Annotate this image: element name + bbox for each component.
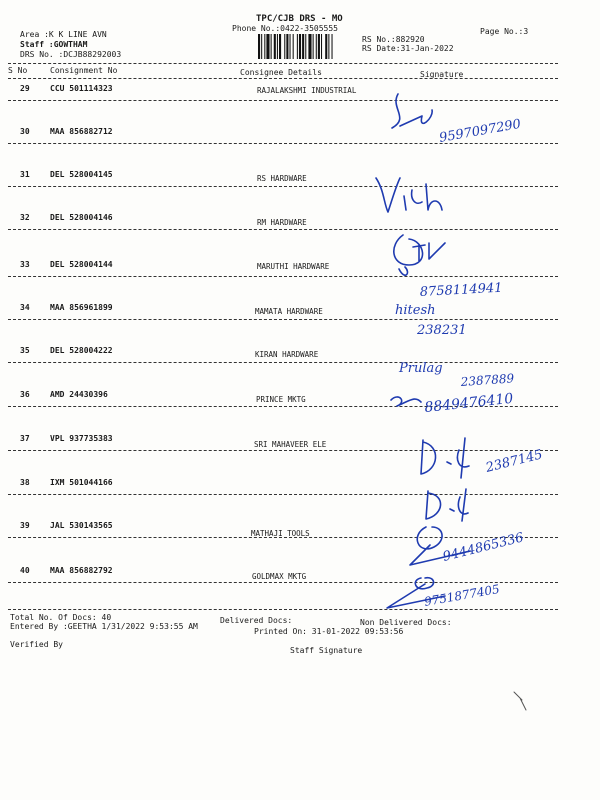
row-consignment-number: DEL 528004146 bbox=[50, 213, 113, 222]
signature-30-phone: 9597097290 bbox=[438, 116, 523, 146]
row-serial-number: 34 bbox=[20, 303, 30, 312]
row-serial-number: 30 bbox=[20, 127, 30, 136]
signature-31 bbox=[370, 170, 460, 220]
row-consignment-number: IXM 501044166 bbox=[50, 478, 113, 487]
staff-label: Staff :GOWTHAM bbox=[20, 40, 88, 49]
row-consignment-number: MAA 856882792 bbox=[50, 566, 113, 575]
column-divider bbox=[8, 78, 558, 79]
signature-34 bbox=[395, 298, 515, 343]
total-docs: Total No. Of Docs: 40 bbox=[10, 613, 112, 622]
row-consignee-name: MAMATA HARDWARE bbox=[255, 307, 323, 316]
entered-by: Entered By :GEETHA 1/31/2022 9:53:55 AM bbox=[10, 622, 198, 631]
row-serial-number: 33 bbox=[20, 260, 30, 269]
signature-35-number: 2387889 bbox=[460, 371, 515, 389]
scribble-mark bbox=[512, 690, 532, 714]
row-serial-number: 36 bbox=[20, 390, 30, 399]
signature-39 bbox=[400, 515, 580, 575]
row-consignment-number: DEL 528004144 bbox=[50, 260, 113, 269]
row-consignee-name: MARUTHI HARDWARE bbox=[257, 262, 330, 271]
staff-signature: Staff Signature bbox=[290, 646, 363, 655]
drs-number: DRS No. :DCJB88292003 bbox=[20, 50, 122, 59]
column-consignment: Consignment No bbox=[50, 66, 118, 75]
signature-34-number: 238231 bbox=[417, 323, 467, 338]
row-divider bbox=[8, 276, 558, 277]
signature-35-name: Prulag bbox=[399, 361, 443, 376]
row-consignee-name: MATHAJI TOOLS bbox=[251, 529, 310, 538]
row-serial-number: 32 bbox=[20, 213, 30, 222]
row-consignment-number: CCU 501114323 bbox=[50, 84, 113, 93]
row-consignee-name: SRI MAHAVEER ELE bbox=[254, 440, 327, 449]
column-sno: S No bbox=[8, 66, 28, 75]
row-consignment-number: AMD 24430396 bbox=[50, 390, 108, 399]
row-consignee-name: RAJALAKSHMI INDUSTRIAL bbox=[257, 86, 357, 95]
row-divider bbox=[8, 229, 558, 230]
signature-30 bbox=[370, 88, 550, 158]
row-consignee-name: RS HARDWARE bbox=[257, 174, 307, 183]
row-consignee-name: GOLDMAX MKTG bbox=[252, 572, 307, 581]
header-divider bbox=[8, 63, 558, 64]
row-consignment-number: VPL 937735383 bbox=[50, 434, 113, 443]
row-consignment-number: MAA 856961899 bbox=[50, 303, 113, 312]
area-label: Area :K K LINE AVN bbox=[20, 30, 107, 39]
row-consignment-number: MAA 856882712 bbox=[50, 127, 113, 136]
delivered-docs: Delivered Docs: bbox=[220, 616, 293, 625]
row-consignment-number: JAL 530143565 bbox=[50, 521, 113, 530]
signature-39-phone: 9444865336 bbox=[441, 530, 526, 565]
non-delivered-docs: Non Delivered Docs: bbox=[360, 618, 452, 627]
signature-40-phone: 9751877405 bbox=[423, 581, 501, 609]
signature-33-phone: 8758114941 bbox=[419, 280, 503, 300]
barcode bbox=[258, 34, 358, 59]
row-divider bbox=[8, 186, 558, 187]
row-serial-number: 31 bbox=[20, 170, 30, 179]
page-number: Page No.:3 bbox=[480, 27, 529, 36]
row-serial-number: 37 bbox=[20, 434, 30, 443]
document-title: TPC/CJB DRS - MO bbox=[256, 14, 343, 24]
row-serial-number: 39 bbox=[20, 521, 30, 530]
footer-divider bbox=[8, 609, 558, 610]
row-serial-number: 38 bbox=[20, 478, 30, 487]
row-consignee-name: KIRAN HARDWARE bbox=[255, 350, 319, 359]
verified-by: Verified By bbox=[10, 640, 63, 649]
signature-36-phone: 8849476410 bbox=[423, 390, 515, 416]
signature-37 bbox=[415, 430, 575, 485]
row-serial-number: 40 bbox=[20, 566, 30, 575]
row-consignment-number: DEL 528004222 bbox=[50, 346, 113, 355]
signature-34-name: hitesh bbox=[395, 303, 436, 318]
row-consignment-number: DEL 528004145 bbox=[50, 170, 113, 179]
signature-37-phone: 2387145 bbox=[484, 447, 545, 476]
row-consignee-name: RM HARDWARE bbox=[257, 218, 307, 227]
rs-date: RS Date:31-Jan-2022 bbox=[362, 44, 454, 53]
rs-number: RS No.:882920 bbox=[362, 35, 425, 44]
row-consignee-name: PRINCE MKTG bbox=[256, 395, 306, 404]
signature-32 bbox=[385, 225, 475, 285]
phone-number: Phone No.:0422-3505555 bbox=[232, 24, 338, 33]
row-serial-number: 29 bbox=[20, 84, 30, 93]
printed-on: Printed On: 31-01-2022 09:53:56 bbox=[254, 627, 404, 636]
column-signature: Signature bbox=[420, 70, 464, 79]
signature-35-36 bbox=[385, 350, 585, 420]
column-consignee: Consignee Details bbox=[240, 68, 322, 77]
row-serial-number: 35 bbox=[20, 346, 30, 355]
